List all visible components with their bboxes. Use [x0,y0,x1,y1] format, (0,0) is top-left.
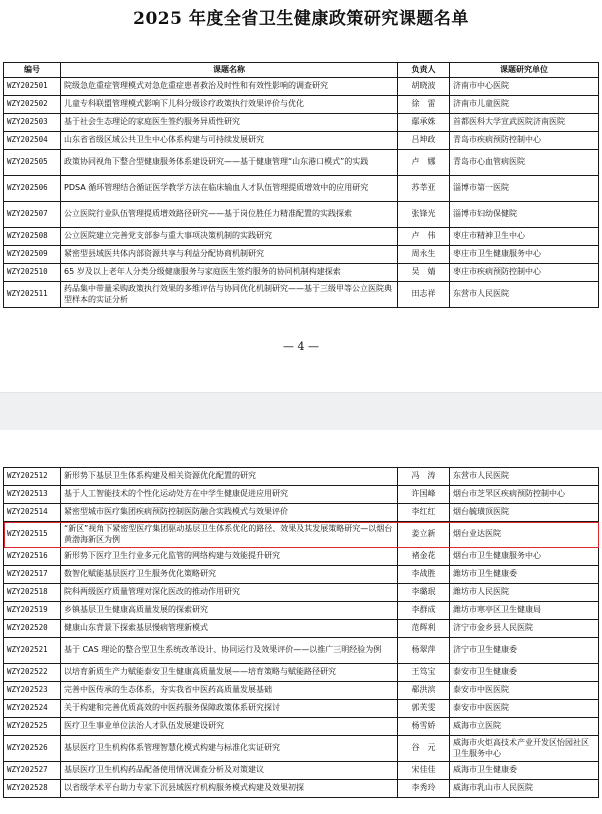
page-number: — 4 — [283,340,319,353]
topic-name: 乡镇基层卫生健康高质量发展的探索研究 [61,602,398,620]
topic-leader: 褚金花 [398,548,450,566]
topic-name: 药品集中带量采购政策执行效果的多维评估与协同优化机制研究——基于三级甲等公立医院典型样本的实证分析 [61,282,398,308]
topic-leader: 吴 婧 [398,264,450,282]
table-row [4,620,599,638]
topic-leader: 苏莘亚 [398,176,450,202]
col-header-unit: 课题研究单位 [450,63,599,78]
table-row [4,736,599,762]
topic-leader: 李秀玲 [398,780,450,798]
topic-unit: 青岛市心血管病医院 [450,150,599,176]
topic-id: WZY202506 [4,176,61,202]
topic-id: WZY202515 [4,522,61,548]
topic-id: WZY202502 [4,96,61,114]
topic-name: 新形势下医疗卫生行业多元化监管的网络构建与效能提升研究 [61,548,398,566]
topic-unit: 枣庄市卫生健康服务中心 [450,246,599,264]
topic-unit: 济南市中心医院 [450,78,599,96]
topic-id: WZY202520 [4,620,61,638]
topic-leader: 冯 涛 [398,468,450,486]
topic-unit: 烟台业达医院 [450,522,599,548]
col-header-id: 编号 [4,63,61,78]
topic-leader: 张锋光 [398,202,450,228]
topic-leader: 田志祥 [398,282,450,308]
topic-leader: 郗洪滨 [398,682,450,700]
col-header-name: 课题名称 [61,63,398,78]
table-row [4,282,599,308]
topic-name: 基于 CAS 理论的整合型卫生系统改革设计、协同运行及效果评价——以推广三明经验为例 [61,638,398,664]
topic-name: 以培育新质生产力赋能泰安卫生健康高质量发展——培育策略与赋能路径研究 [61,664,398,682]
table-row [4,228,599,246]
topic-id: WZY202511 [4,282,61,308]
document-title: 2025 年度全省卫生健康政策研究课题名单 [133,9,469,29]
page-separator [0,392,602,432]
topic-unit: 枣庄市疾病预防控制中心 [450,264,599,282]
table-row [4,584,599,602]
topic-id: WZY202526 [4,736,61,762]
topic-leader: 李战胜 [398,566,450,584]
topic-name: 院级急危重症管理模式对急危重症患者救治及时性和有效性影响的调查研究 [61,78,398,96]
topic-leader: 李璐珉 [398,584,450,602]
table-row [4,602,599,620]
table-row [4,522,599,548]
topic-id: WZY202523 [4,682,61,700]
topic-unit: 烟台市卫生健康服务中心 [450,548,599,566]
topic-leader: 姜立新 [398,522,450,548]
topic-leader: 范辉利 [398,620,450,638]
topic-name: 数智化赋能基层医疗卫生服务优化策略研究 [61,566,398,584]
topic-leader: 卢 伟 [398,228,450,246]
topic-leader: 王笃宝 [398,664,450,682]
topic-table-page-2 [3,467,599,798]
topic-name: 医疗卫生事业单位法治人才队伍发展建设研究 [61,718,398,736]
topic-unit: 东营市人民医院 [450,282,599,308]
topic-name: 紧密型城市医疗集团疾病预防控制医防融合实践模式与效果评价 [61,504,398,522]
topic-name: 基于人工智能技术的个性化运动处方在中学生健康促进应用研究 [61,486,398,504]
table-row [4,504,599,522]
table-row [4,468,599,486]
topic-name: 基层医疗卫生机构药品配备使用情况调查分析及对策建议 [61,762,398,780]
table-row [4,548,599,566]
topic-name: 基于社会生态理论的家庭医生签约服务异质性研究 [61,114,398,132]
table-row [4,664,599,682]
topic-id: WZY202507 [4,202,61,228]
topic-id: WZY202514 [4,504,61,522]
topic-id: WZY202524 [4,700,61,718]
topic-unit: 烟台市芝罘区疾病预防控制中心 [450,486,599,504]
topic-name: 山东省省级区域公共卫生中心体系构建与可持续发展研究 [61,132,398,150]
topic-id: WZY202519 [4,602,61,620]
topic-id: WZY202509 [4,246,61,264]
table-row [4,78,599,96]
topic-leader: 杨翠萍 [398,638,450,664]
topic-name: PDSA 循环管理结合循证医学教学方法在临床输血人才队伍管理提质增效中的应用研究 [61,176,398,202]
topic-leader: 郭芙雯 [398,700,450,718]
topic-id: WZY202505 [4,150,61,176]
table-header-row [4,63,599,78]
topic-leader: 谷 元 [398,736,450,762]
topic-table-page-1 [3,62,599,308]
topic-id: WZY202503 [4,114,61,132]
table-row [4,762,599,780]
topic-id: WZY202512 [4,468,61,486]
topic-name: 公立医院行业队伍管理提质增效路径研究——基于岗位胜任力精准配置的实践探索 [61,202,398,228]
topic-name: “新区”视角下紧密型医疗集团驱动基层卫生体系优化的路径、效果及其发展策略研究—以烟台黄渤海新区为例 [61,522,398,548]
topic-unit: 威海市立医院 [450,718,599,736]
topic-unit: 东营市人民医院 [450,468,599,486]
topic-id: WZY202513 [4,486,61,504]
topic-name: 新形势下基层卫生体系构建及相关资源优化配置的研究 [61,468,398,486]
table-row [4,150,599,176]
topic-name: 65 岁及以上老年人分类分级健康服务与家庭医生签约服务的协同机制构建探索 [61,264,398,282]
topic-unit: 首都医科大学宣武医院济南医院 [450,114,599,132]
document-page-1 [0,0,602,392]
table-row [4,176,599,202]
topic-leader: 许国峰 [398,486,450,504]
topic-unit: 威海市卫生健康委 [450,762,599,780]
topic-name: 基层医疗卫生机构体系管理智慧化模式构建与标准化实证研究 [61,736,398,762]
topic-leader: 徐 雷 [398,96,450,114]
document-page-2 [0,430,602,814]
table-row [4,700,599,718]
topic-unit: 济南市儿童医院 [450,96,599,114]
table-row [4,718,599,736]
topic-unit: 济宁市金乡县人民医院 [450,620,599,638]
topic-leader: 宋佳佳 [398,762,450,780]
table-row [4,682,599,700]
table-row [4,264,599,282]
topic-id: WZY202518 [4,584,61,602]
topic-leader: 杨雪娇 [398,718,450,736]
topic-name: 院科两级医疗质量管理对深化医改的推动作用研究 [61,584,398,602]
topic-name: 关于构建和完善优质高效的中医药服务保障政策体系研究探讨 [61,700,398,718]
topic-name: 政策协同视角下整合型健康服务体系建设研究——基于健康管理“山东港口模式”的实践 [61,150,398,176]
topic-unit: 泰安市中医医院 [450,682,599,700]
topic-id: WZY202521 [4,638,61,664]
topic-unit: 泰安市中医医院 [450,700,599,718]
table-row [4,780,599,798]
topic-unit: 威海市火炬高技术产业开发区怡园社区卫生服务中心 [450,736,599,762]
topic-leader: 吕坤政 [398,132,450,150]
topic-id: WZY202516 [4,548,61,566]
topic-name: 儿童专科联盟管理模式影响下儿科分级诊疗政策执行效果评价与优化 [61,96,398,114]
topic-id: WZY202504 [4,132,61,150]
topic-leader: 李红红 [398,504,450,522]
topic-name: 完善中医传承的生态体系，夯实我省中医药高质量发展基础 [61,682,398,700]
topic-id: WZY202525 [4,718,61,736]
topic-id: WZY202528 [4,780,61,798]
topic-id: WZY202508 [4,228,61,246]
topic-id: WZY202527 [4,762,61,780]
table-row [4,132,599,150]
topic-unit: 济宁市卫生健康委 [450,638,599,664]
table-row [4,638,599,664]
topic-leader: 胡晓波 [398,78,450,96]
topic-name: 紧密型县域医共体内部资源共享与利益分配协商机制研究 [61,246,398,264]
table-row [4,246,599,264]
topic-unit: 烟台毓璜顶医院 [450,504,599,522]
topic-leader: 鄢承姝 [398,114,450,132]
topic-unit: 威海市乳山市人民医院 [450,780,599,798]
table-row [4,96,599,114]
topic-id: WZY202517 [4,566,61,584]
topic-id: WZY202501 [4,78,61,96]
topic-unit: 青岛市疾病预防控制中心 [450,132,599,150]
topic-unit: 淄博市第一医院 [450,176,599,202]
topic-name: 以省级学术平台助力专家下沉县域医疗机构服务模式构建及效果初探 [61,780,398,798]
topic-unit: 潍坊市人民医院 [450,584,599,602]
topic-unit: 枣庄市精神卫生中心 [450,228,599,246]
topic-leader: 周永生 [398,246,450,264]
topic-leader: 李群成 [398,602,450,620]
topic-unit: 潍坊市寒亭区卫生健康局 [450,602,599,620]
topic-unit: 潍坊市卫生健康委 [450,566,599,584]
table-row [4,114,599,132]
topic-unit: 泰安市卫生健康委 [450,664,599,682]
topic-unit: 淄博市妇幼保健院 [450,202,599,228]
topic-name: 健康山东背景下探索基层慢病管理新模式 [61,620,398,638]
table-row [4,566,599,584]
table-row [4,486,599,504]
col-header-leader: 负责人 [398,63,450,78]
topic-id: WZY202522 [4,664,61,682]
topic-leader: 卢 娜 [398,150,450,176]
topic-name: 公立医院建立完善党支部参与重大事项决策机制的实践研究 [61,228,398,246]
topic-id: WZY202510 [4,264,61,282]
table-row [4,202,599,228]
